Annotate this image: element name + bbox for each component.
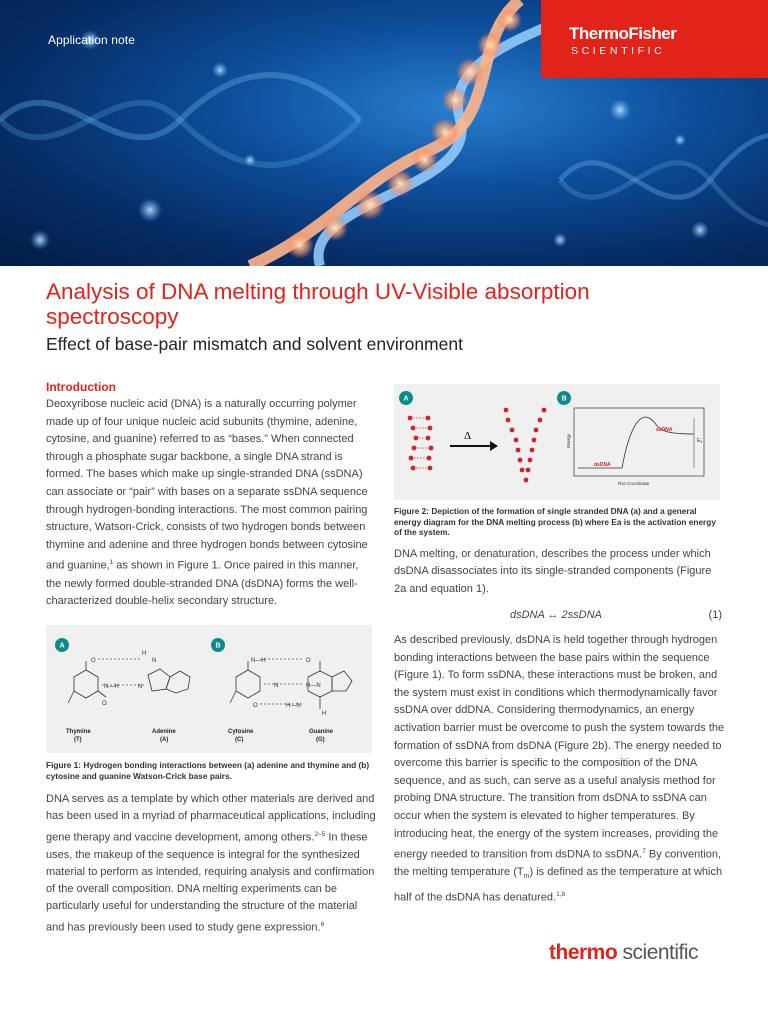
figure-1	[46, 625, 372, 753]
cytosine-label: Cytosine	[228, 729, 254, 735]
guanine-label: Guanine	[309, 729, 334, 735]
figure-2	[394, 384, 720, 500]
hero-banner	[0, 0, 768, 266]
thermodynamics-paragraph: As described previously, dsDNA is held together through hydrogen bonding interactions between the base pairs within the sequence (Figure 1). To form ssDNA, these interactions must be broken, and the system must exist in conditions which thermodynamically favor ssDNA over ddDNA. Considering thermodynamics, an energy activation barrier must be overcome to push the system towards the formation of ssDNA from dsDNA (Figure 2b). The energy needed to overcome this barrier is specific to the composition of the DNA sequence, and as such, can serve as a useful analysis method for probing DNA structure. The transition from dsDNA to ssDNA can occur when the system is elevated to higher temperatures. By introducing heat, the energy of the system increases, providing the energy needed to transition from dsDNA to ssDNA.$^7$ By convention, the melting temperature $(T_m)$ is defined as the temperature at which half of the dsDNA has denatured.$^{1,8}$	[394, 634, 725, 904]
svg-text:H—N: H—N	[286, 703, 301, 709]
svg-text:dsDNA: dsDNA	[594, 462, 611, 468]
svg-text:N—H: N—H	[251, 658, 266, 664]
equation-text: dsDNA ↔ 2ssDNA	[510, 609, 602, 621]
svg-text:B: B	[215, 642, 221, 650]
svg-text:Rxn Coordinate: Rxn Coordinate	[618, 481, 650, 486]
svg-text:O: O	[253, 703, 258, 709]
svg-text:N: N	[274, 683, 279, 689]
svg-text:Δ: Δ	[464, 430, 472, 442]
document-type-label: Application note	[48, 33, 135, 47]
melting-definition-paragraph: DNA melting, or denaturation, describes the process under which dsDNA disassociates into its single-stranded components (Figure 2a and equation 1).	[394, 548, 712, 595]
svg-text:H: H	[142, 651, 147, 657]
svg-text:N: N	[138, 684, 143, 690]
thermo-scientific-logo: thermo scientific	[549, 941, 699, 964]
svg-text:ssDNA: ssDNA	[656, 427, 673, 433]
svg-text:B: B	[561, 395, 567, 403]
body-paragraph-2: DNA serves as a template by which other materials are derived and has been used in a myriad of pharmaceutical applications, including gene therapy and vaccine development, among others.$^{2-5}$ In these uses, the makeup of the sequence is integral for the synthesized material to perform as intended, requiring analysis and confirmation of the overall composition. DNA melting experiments can be particularly useful for understanding the structure of the material and has previously been used to study gene expression.$^6$	[46, 793, 376, 934]
svg-text:A: A	[403, 395, 409, 403]
equation-1	[394, 609, 722, 627]
svg-text:(A): (A)	[160, 737, 169, 743]
intro-paragraph: Deoxyribose nucleic acid (DNA) is a naturally occurring polymer made up of four unique nucleic acid subunits (thymine, adenine, cytosine, and guanine) referred to as “bases.” When connected through a phosphate sugar backbone, a single DNA strand is formed. The bases which make up single-stranded DNA (ssDNA) can associate or “pair” with bases on a separate ssDNA sequence through hydrogen-bonding interactions. The most common pairing structure, Watson-Crick, consists of two hydrogen bonds between thymine and adenine and three hydrogen bonds between cytosine and guanine,$^1$ as shown in Figure 1. Once paired in this manner, the newly formed double-stranded DNA (dsDNA) forms the well-characterized double-helix secondary structure.	[46, 398, 368, 608]
svg-text:N: N	[152, 658, 157, 664]
figure-1-caption: Figure 1: Hydrogen bonding interactions between (a) adenine and thymine and (b) cytosine and guanine Watson-Crick base pairs.	[46, 760, 370, 781]
equation-number: (1)	[708, 609, 722, 621]
svg-text:(T): (T)	[74, 737, 82, 743]
thymine-label: Thymine	[66, 729, 91, 735]
svg-text:(C): (C)	[235, 737, 244, 743]
svg-text:O: O	[91, 658, 96, 664]
svg-text:H: H	[322, 711, 327, 717]
svg-text:N—H: N—H	[104, 684, 119, 690]
page-subtitle: Effect of base-pair mismatch and solvent environment	[46, 334, 463, 354]
thermo-fisher-logo: ThermoFisher SCIENTIFIC	[541, 0, 768, 78]
adenine-label: Adenine	[152, 729, 176, 735]
svg-text:Energy: Energy	[566, 433, 571, 448]
melting-diagram	[394, 384, 720, 500]
figure-2-caption: Figure 2: Depiction of the formation of single stranded DNA (a) and a general energy diagram for the DNA melting process (b) where Ea is the activation energy of the system.	[394, 506, 716, 537]
svg-text:H—N: H—N	[306, 683, 321, 689]
svg-text:A: A	[59, 642, 65, 650]
section-heading-introduction: Introduction	[46, 380, 116, 394]
svg-text:Eₐ: Eₐ	[697, 438, 703, 444]
base-pair-structures	[46, 625, 372, 753]
svg-text:O: O	[102, 701, 107, 707]
page-title: Analysis of DNA melting through UV-Visible absorption spectroscopy	[46, 279, 590, 329]
svg-text:O: O	[306, 658, 311, 664]
svg-text:(G): (G)	[316, 737, 325, 743]
